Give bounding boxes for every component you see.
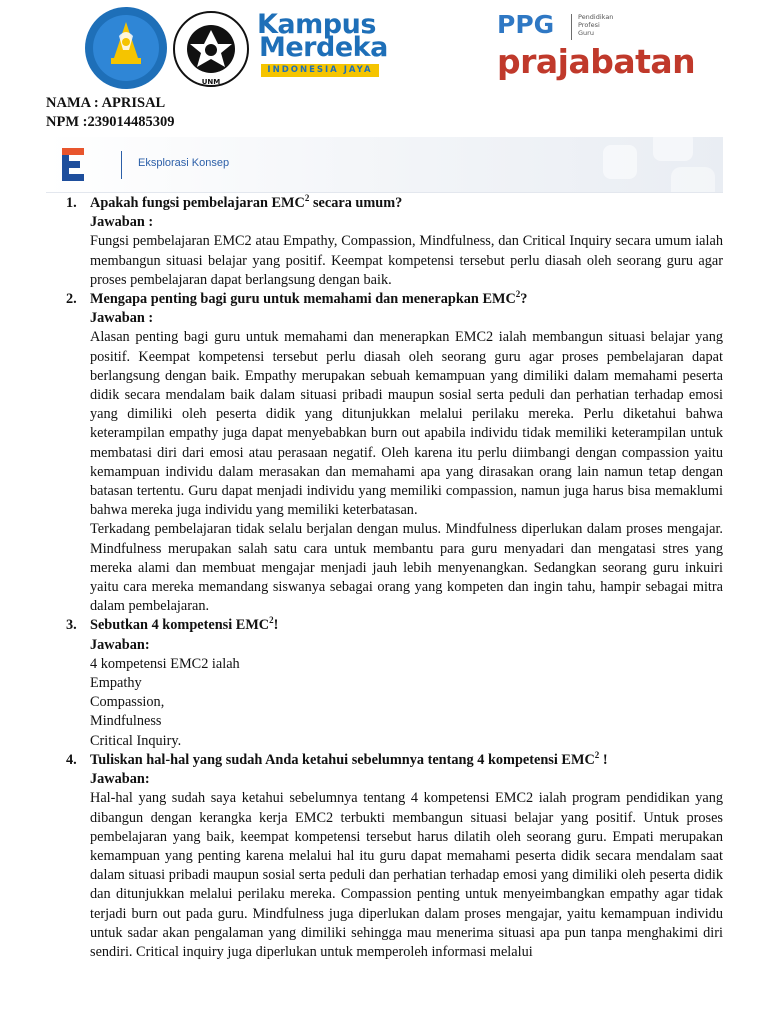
answer-line: Empathy: [90, 675, 142, 692]
kampus-merdeka-line2: Merdeka: [259, 32, 388, 63]
ppg-sub-2: Profesi: [578, 21, 600, 29]
superscript: 2: [594, 750, 600, 761]
student-npm: NPM :239014485309: [46, 114, 175, 130]
question-number: 3.: [66, 617, 77, 634]
question-text: [90, 290, 723, 309]
question-number: 1.: [66, 195, 77, 211]
ppg-sub-3: Guru: [578, 29, 594, 37]
question-item: [66, 751, 723, 962]
unm-label: UNM: [201, 78, 221, 86]
tut-wuri-handayani-logo: [83, 6, 169, 90]
ppg-main-text: PPG: [497, 10, 555, 39]
question-text-main: Sebutkan 4 kompetensi EMC: [90, 617, 270, 634]
prajabatan-text: prajabatan: [497, 42, 696, 81]
student-identity: [46, 94, 174, 132]
student-name: NAMA : APRISAL: [46, 95, 166, 111]
question-text-main: Mengapa penting bagi guru untuk memahami dan menerapkan EMC: [90, 291, 516, 308]
unm-logo: [172, 10, 250, 88]
header-logos: [0, 0, 768, 96]
ppg-prajabatan-logo: [497, 10, 696, 88]
question-text: [90, 751, 723, 770]
kampus-merdeka-line1: Kampus: [257, 9, 376, 40]
answer-label: Jawaban:: [90, 636, 150, 653]
answer-line: Critical Inquiry.: [90, 732, 182, 749]
question-text: [90, 616, 723, 635]
answer-line: 4 kompetensi EMC2 ialah: [90, 655, 240, 672]
question-item: [66, 290, 723, 616]
superscript: 2: [269, 615, 274, 626]
question-text-end: !: [273, 617, 279, 634]
question-item: [66, 194, 723, 290]
banner-decoration: [573, 137, 723, 192]
question-number: 2.: [66, 291, 77, 308]
question-text-main: Tuliskan hal-hal yang sudah Anda ketahui sebelumnya tentang 4 kompetensi EMC: [90, 751, 595, 768]
ppg-divider: [571, 14, 572, 40]
question-text-end: !: [599, 751, 608, 768]
answer-line: Mindfulness: [90, 713, 162, 730]
e-logo-icon: [62, 148, 88, 181]
question-item: [66, 616, 723, 750]
kampus-merdeka-band: INDONESIA JAYA: [261, 64, 379, 77]
ppg-subtitle: [578, 13, 638, 37]
answer-paragraph: Alasan penting bagi guru untuk memahami dan menerapkan EMC2 ialah membangun situasi belajar yang positif. Keempat kompetensi tersebut perlu diasah oleh seorang guru agar proses pembelajaran dapat berlangsung dengan baik. Empathy merupakan sebuah kemampuan yang dimiliki dalam memahami peserta didik secara mendalam baik dalam situasi pribadi maupun sosial serta peduli dan perhatian terhadap emosi yang dimiliki oleh peserta didik yang ditunjukkan melalui perilaku mereka. Perlu diketahui bahwa keterampilan empathy juga dapat menyebabkan burn out apabila individu tidak memiliki keterampilan untuk membatasi diri dari emosi atau perasaan negatif. Oleh karena itu perlu diimbangi dengan compassion yaitu kemampuan individu dalam merasakan dan memahami apa yang dirasakan orang lain namun tetap dengan batasan tertentu. Guru dapat menjadi individu yang memiliki compassion, namun juga harus bisa memaklumi bahwa mereka juga individu yang memiliki keterbatasan.: [90, 329, 723, 519]
superscript: 2: [304, 193, 310, 204]
question-text-main: Apakah fungsi pembelajaran EMC: [90, 195, 305, 211]
answer-paragraph: Terkadang pembelajaran tidak selalu berjalan dengan mulus. Mindfulness diperlukan dalam proses mengajar. Mindfulness merupakan salah satu cara untuk membantu para guru menyadari dan mengatasi stres yang mereka alami dan membuat mengajar menjadi jauh lebih menyenangkan. Sedangkan seorang guru inkuiri yaitu cara mereka memandang siswanya sebagai orang yang kompeten dan ingin tahu, hampir sebagai mitra dalam pembelajaran.: [90, 521, 723, 615]
question-text-end: secara umum?: [309, 195, 403, 211]
section-banner: [46, 137, 723, 193]
banner-separator: [121, 151, 122, 179]
banner-title: Eksplorasi Konsep: [138, 157, 230, 169]
superscript: 2: [515, 289, 521, 300]
question-text: [90, 194, 723, 213]
answer-label: Jawaban :: [90, 310, 154, 327]
answer-label: Jawaban :: [90, 214, 154, 231]
document-body: [66, 194, 723, 962]
answer-paragraph: Fungsi pembelajaran EMC2 atau Empathy, Compassion, Mindfulness, dan Critical Inquiry secara umum ialah membangun situasi belajar yang positif. Keempat kompetensi tersebut perlu diasah oleh seorang guru agar proses pembelajaran dapat berlangsung dengan baik.: [90, 233, 723, 288]
answer-line: Compassion,: [90, 694, 165, 711]
answer-label: Jawaban:: [90, 771, 150, 788]
question-text-end: ?: [520, 291, 528, 308]
question-number: 4.: [66, 751, 77, 768]
ppg-sub-1: Pendidikan: [578, 13, 614, 21]
answer-paragraph: Hal-hal yang sudah saya ketahui sebelumnya tentang 4 kompetensi EMC2 ialah program pendidikan yang dibangun dengan kerangka kerja EMC2 terbukti membangun situasi belajar yang positif. Untuk proses pembelajaran yang baik, keempat kompetensi tersebut harus dilatih oleh seorang guru. Empati merupakan kemampuan yang penting karena melalui hal itu guru dapat memahami peserta didik secara mendalam saat dalam situasi pribadi maupun sosial serta peduli dan perhatian terhadap emosi yang dimiliki oleh peserta didik dan ditunjukkan melalui perilaku mereka. Compassion penting untuk menyeimbangkan empathy agar tidak terjadi burn out pada guru. Mindfulness juga diperlukan dalam proses mengajar, yaitu kemampuan individu untuk sadar akan pengalaman yang dimiliki sehingga mau menerima situasi apa pun tanpa menghakimi diri sendiri. Critical inquiry juga diperlukan untuk memperoleh informasi melalui: [90, 790, 723, 960]
kampus-merdeka-logo: [257, 9, 388, 82]
